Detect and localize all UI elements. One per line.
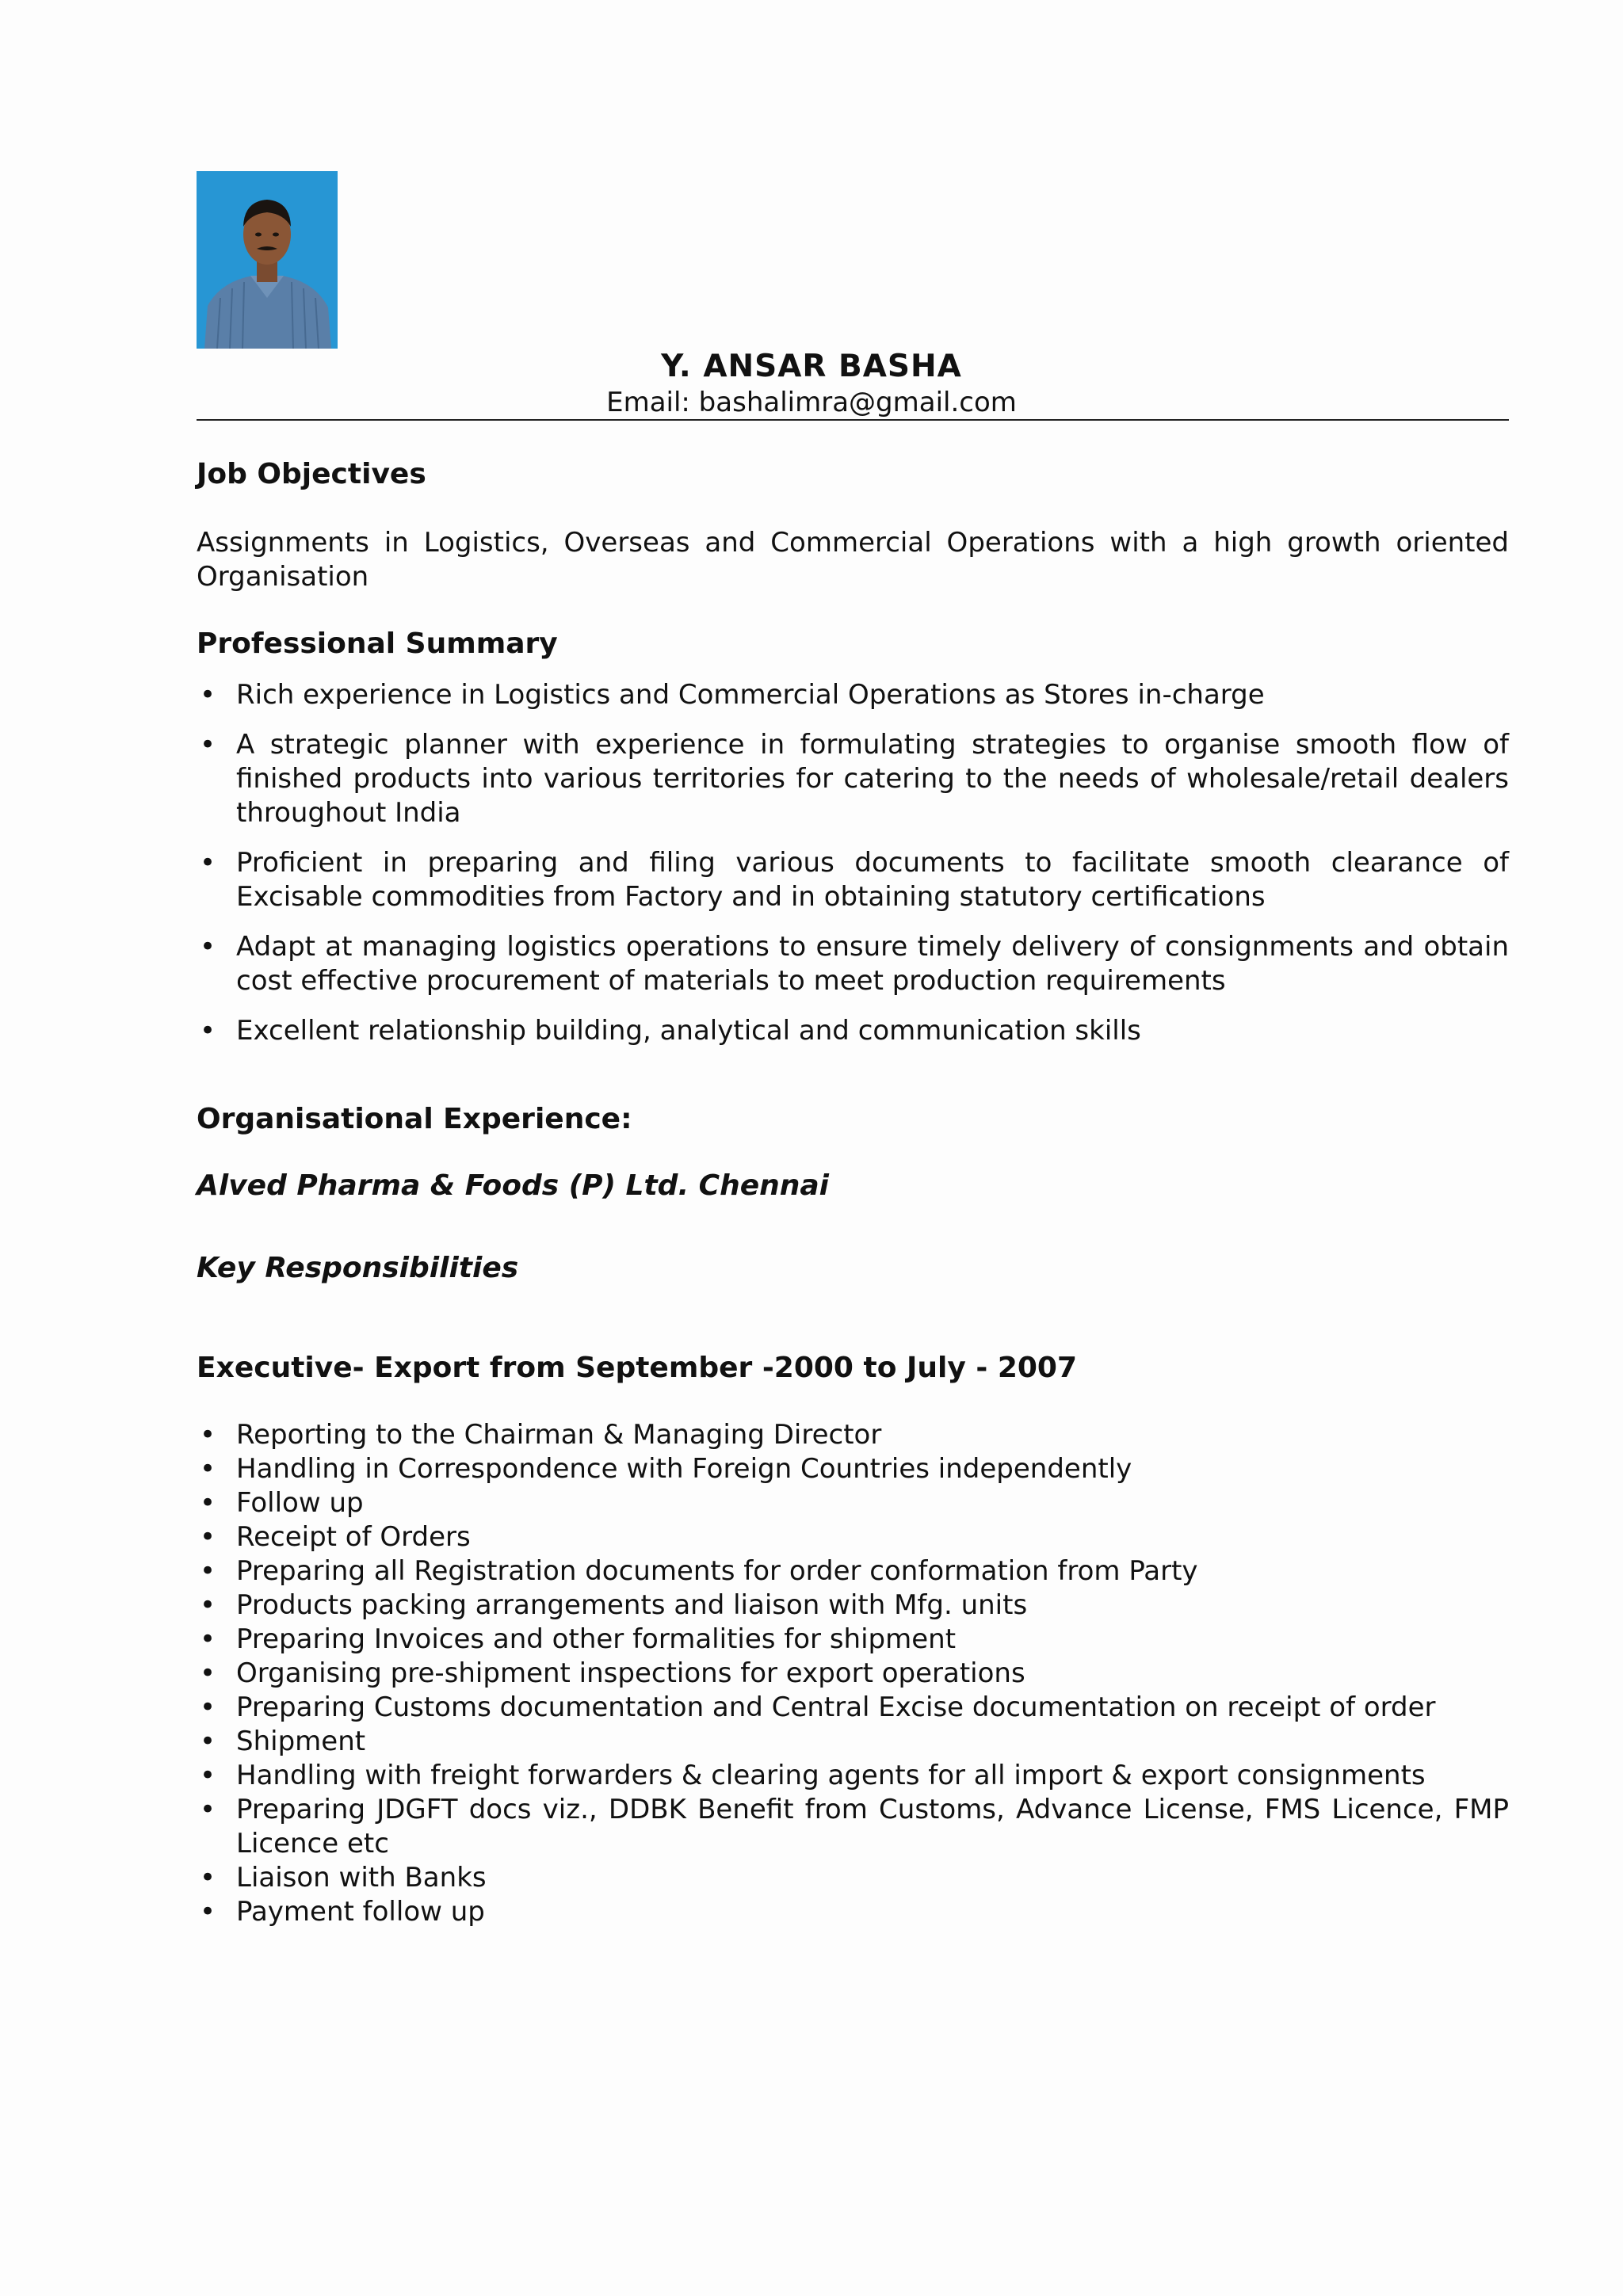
responsibilities-list [197, 1418, 1509, 1929]
bullet-icon: • [200, 1521, 216, 1553]
list-item: • Products packing arrangements and liaison with Mfg. units [200, 1589, 1028, 1621]
bullet-icon: • [200, 1896, 216, 1928]
list-item: • Liaison with Banks [200, 1862, 487, 1894]
job-objectives-heading: Job Objectives [197, 458, 426, 490]
list-item: • Preparing JDGFT docs viz., DDBK Benefit from Customs, Advance License, FMS Licence, FMP Licence etc [200, 1794, 1509, 1859]
list-item: • Follow up [200, 1487, 364, 1519]
bullet-icon: • [200, 1862, 216, 1894]
professional-summary-list [197, 678, 1509, 1064]
list-item: • Preparing Customs documentation and Central Excise documentation on receipt of order [200, 1691, 1436, 1723]
bullet-icon: • [200, 1589, 216, 1621]
professional-summary-heading: Professional Summary [197, 627, 558, 660]
list-item: • Preparing all Registration documents for order conformation from Party [200, 1555, 1198, 1587]
bullet-icon: • [200, 1794, 216, 1825]
bullet-icon: • [200, 931, 216, 963]
bullet-icon: • [200, 847, 216, 879]
bullet-icon: • [200, 1487, 216, 1519]
job-objectives-text: Assignments in Logistics, Overseas and Commercial Operations with a high growth oriented Organisation [197, 527, 1509, 593]
list-item: • Handling with freight forwarders & clearing agents for all import & export consignments [200, 1760, 1426, 1791]
list-item: • Reporting to the Chairman & Managing Director [200, 1419, 882, 1451]
bullet-icon: • [200, 1419, 216, 1451]
list-item: • Receipt of Orders [200, 1521, 471, 1553]
bullet-icon: • [200, 729, 216, 761]
role-title: Executive- Export from September -2000 to July - 2007 [197, 1352, 1078, 1384]
list-item: • Adapt at managing logistics operations to ensure timely delivery of consignments and obtain cost effective procurement of materials to meet production requirements [200, 931, 1509, 997]
company-name: Alved Pharma & Foods (P) Ltd. Chennai [197, 1169, 830, 1202]
key-responsibilities-heading: Key Responsibilities [197, 1252, 519, 1284]
header-divider [197, 419, 1509, 421]
candidate-email: Email: bashalimra@gmail.com [606, 387, 1017, 418]
list-item: • Handling in Correspondence with Foreign Countries independently [200, 1453, 1132, 1485]
bullet-icon: • [200, 1623, 216, 1655]
list-item: • Proficient in preparing and filing various documents to facilitate smooth clearance of Excisable commodities from Factory and in obtaining statutory certifications [200, 847, 1509, 913]
organisational-experience-heading: Organisational Experience: [197, 1103, 632, 1135]
bullet-icon: • [200, 1760, 216, 1791]
bullet-icon: • [200, 1453, 216, 1485]
candidate-name: Y. ANSAR BASHA [661, 349, 962, 384]
bullet-icon: • [200, 1015, 216, 1047]
profile-photo [197, 171, 338, 349]
bullet-icon: • [200, 1691, 216, 1723]
list-item: • Rich experience in Logistics and Commercial Operations as Stores in-charge [200, 679, 1265, 711]
list-item: • Organising pre-shipment inspections for export operations [200, 1657, 1025, 1689]
list-item: • Shipment [200, 1726, 366, 1757]
bullet-icon: • [200, 1657, 216, 1689]
list-item: • Excellent relationship building, analytical and communication skills [200, 1015, 1141, 1047]
list-item: • A strategic planner with experience in formulating strategies to organise smooth flow of finished products into various territories for catering to the needs of wholesale/retail dealers throughout India [200, 729, 1509, 829]
list-item: • Payment follow up [200, 1896, 485, 1928]
bullet-icon: • [200, 1555, 216, 1587]
bullet-icon: • [200, 679, 216, 711]
list-item: • Preparing Invoices and other formalities for shipment [200, 1623, 957, 1655]
bullet-icon: • [200, 1726, 216, 1757]
